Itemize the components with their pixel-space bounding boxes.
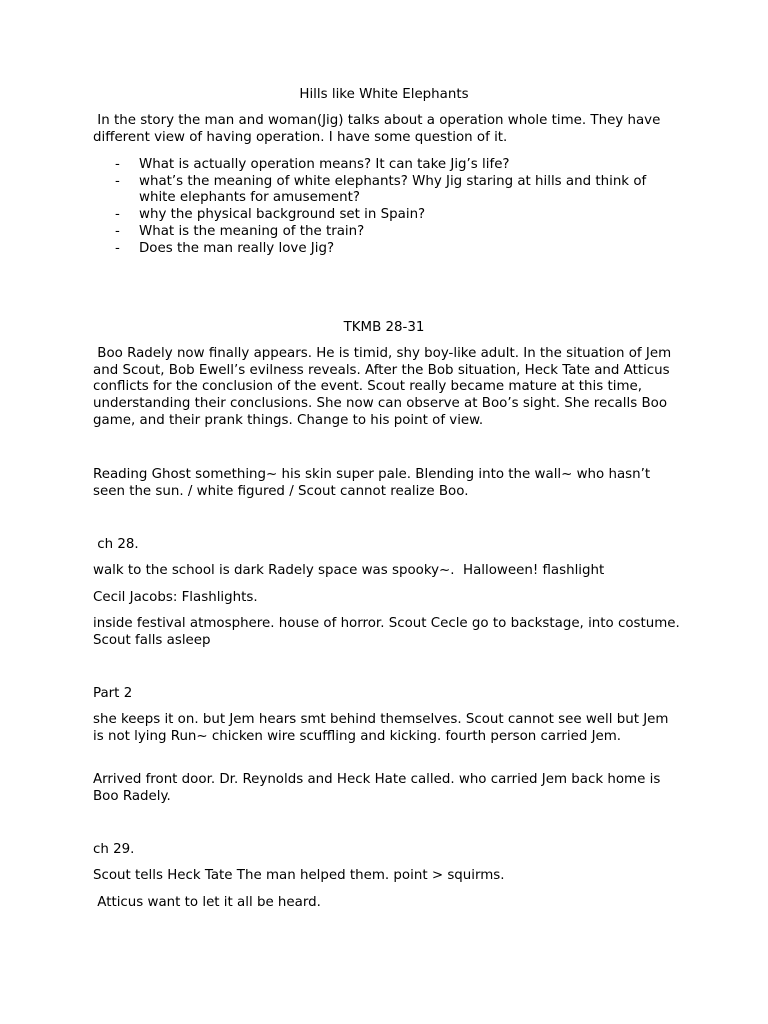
bullet-dash: - — [115, 157, 120, 172]
bullet-dash: - — [115, 240, 120, 256]
question-list — [93, 157, 683, 257]
reading-note-paragraph: Reading Ghost something~ his skin super pale. Blending into the wall~ who hasn’t seen the sun. / white figured / Scout cannot realize Boo. — [93, 467, 655, 499]
heading-tkmb-28-31: TKMB 28-31 — [343, 320, 425, 335]
list-item-text: Does the man really love Jig? — [139, 240, 335, 256]
chapter-28-note-1: walk to the school is dark Radely space was spooky~. Halloween! flashlight — [93, 563, 605, 578]
list-item-text: What is the meaning of the train? — [139, 223, 365, 239]
intro-paragraph: In the story the man and woman(Jig) talks about a operation whole time. They have different view of having operation. I have some question of it. — [93, 113, 665, 145]
chapter-28-note-2: Cecil Jacobs: Flashlights. — [93, 590, 258, 605]
list-item — [93, 224, 683, 241]
chapter-29-note-1: Scout tells Heck Tate The man helped them. point > squirms. — [93, 868, 505, 883]
bullet-dash: - — [115, 173, 120, 189]
chapter-28-note-3: inside festival atmosphere. house of horror. Scout Cecle go to backstage, into costume. Scout falls asleep — [93, 616, 685, 648]
heading-hills-like-white-elephants: Hills like White Elephants — [299, 87, 469, 102]
summary-paragraph: Boo Radely now finally appears. He is timid, shy boy-like adult. In the situation of Jem and Scout, Bob Ewell’s evilness reveals. After the Bob situation, Heck Tate and Atticus conflicts for the conclusion of the event. Scout really became mature at this time, understanding their conclusions. She now can observe at Boo’s sight. She recalls Boo game, and their prank things. Change to his point of view. — [93, 346, 676, 428]
list-item-text: why the physical background set in Spain? — [139, 207, 426, 223]
chapter-29-heading: ch 29. — [93, 842, 135, 857]
chapter-29-note-2: Atticus want to let it all be heard. — [93, 895, 321, 910]
list-item — [93, 157, 683, 174]
bullet-dash: - — [115, 223, 120, 239]
bullet-dash: - — [115, 207, 120, 223]
list-item — [93, 174, 683, 207]
list-item — [93, 241, 683, 258]
list-item — [93, 207, 683, 224]
part-2-heading: Part 2 — [93, 686, 133, 701]
part-2-note-2: Arrived front door. Dr. Reynolds and Heck Hate called. who carried Jem back home is Boo Radely. — [93, 772, 665, 804]
list-item-text: What is actually operation means? It can take Jig’s life? — [139, 157, 510, 172]
part-2-note-1: she keeps it on. but Jem hears smt behind themselves. Scout cannot see well but Jem is not lying Run~ chicken wire scuffling and kicking. fourth person carried Jem. — [93, 712, 673, 744]
list-item-text: what’s the meaning of white elephants? Why Jig staring at hills and think of white elephants for amusement? — [139, 173, 647, 206]
chapter-28-heading: ch 28. — [93, 537, 139, 552]
